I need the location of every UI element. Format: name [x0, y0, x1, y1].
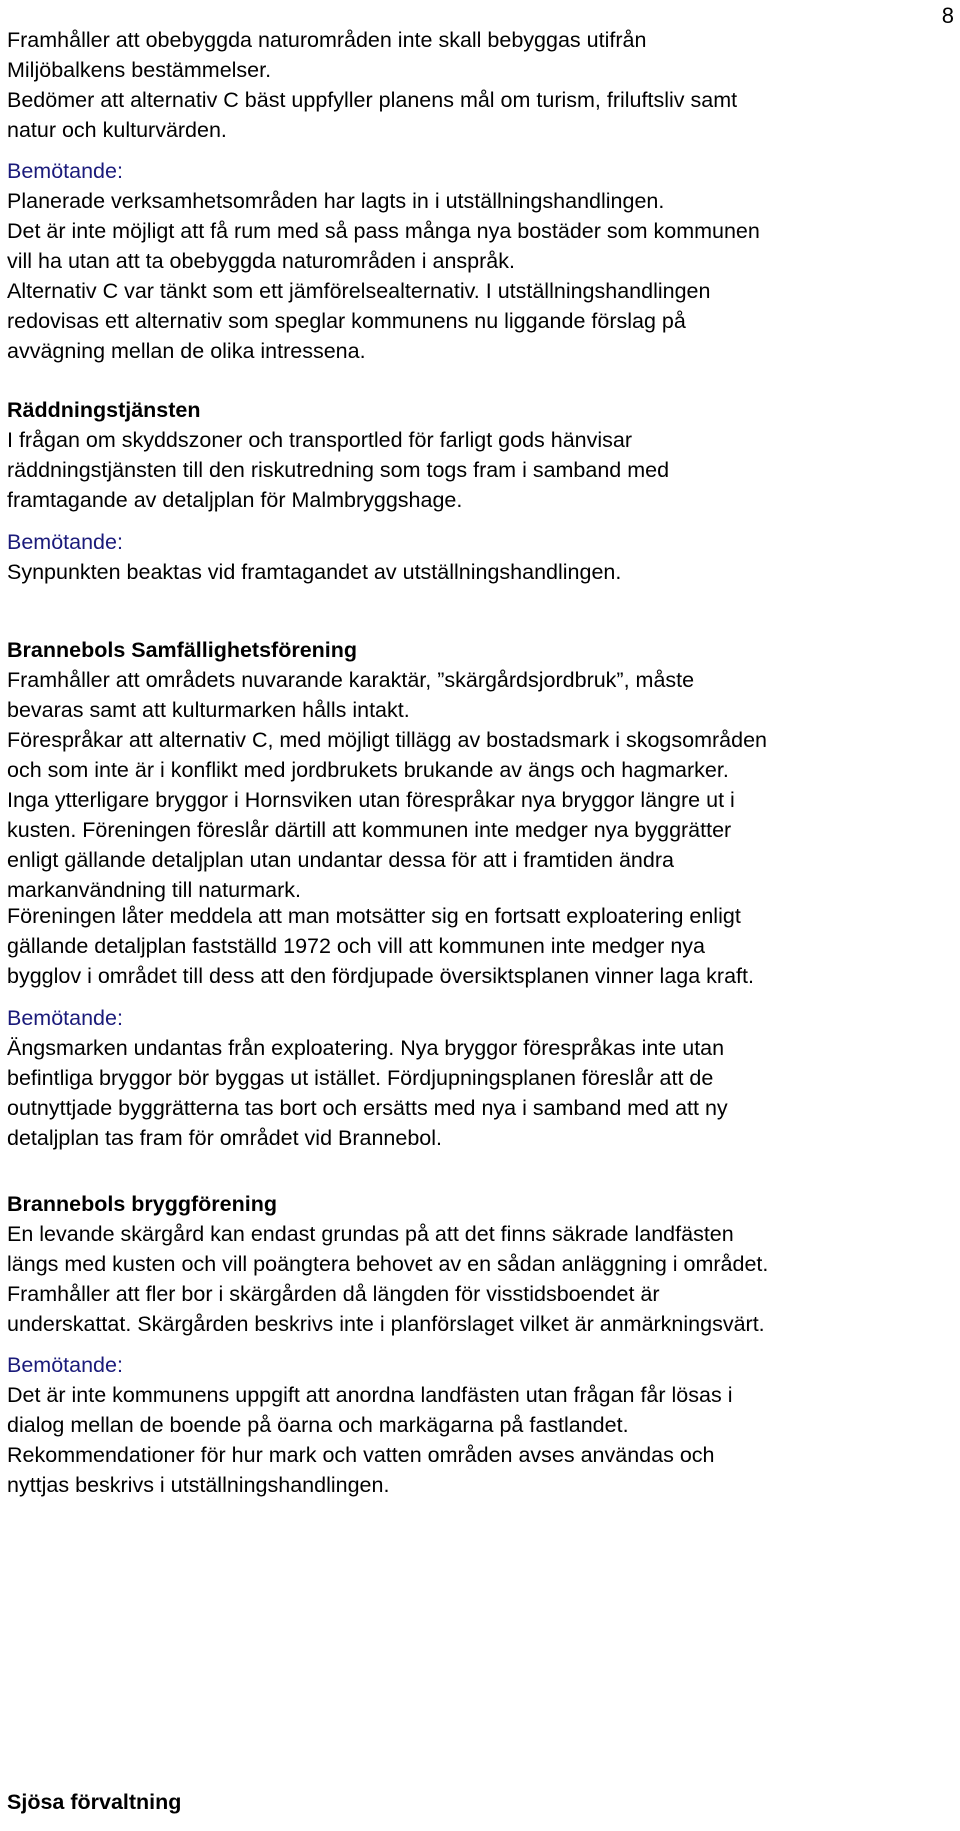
- bryggforening-response: [7, 1350, 947, 1500]
- text-line: outnyttjade byggrätterna tas bort och ersätts med nya i samband med att ny: [7, 1096, 728, 1120]
- text-line: Framhåller att fler bor i skärgården då längden för visstidsboendet är: [7, 1282, 660, 1306]
- text-line: Bedömer att alternativ C bäst uppfyller planens mål om turism, friluftsliv samt: [7, 88, 738, 112]
- text-line: bygglov i området till dess att den fördjupade översiktsplanen vinner laga kraft.: [7, 964, 754, 988]
- bryggforening-comment: [7, 1189, 947, 1339]
- text-line: detaljplan tas fram för området vid Brannebol.: [7, 1126, 443, 1150]
- text-line: Det är inte kommunens uppgift att anordna landfästen utan frågan får lösas i: [7, 1383, 733, 1407]
- text-line: bevaras samt att kulturmarken hålls intakt.: [7, 698, 410, 722]
- text-line: En levande skärgård kan endast grundas på att det finns säkrade landfästen: [7, 1222, 734, 1246]
- samfallighetsforening-response: [7, 1003, 947, 1153]
- section-heading: Räddningstjänsten: [7, 398, 201, 422]
- text-line: avvägning mellan de olika intressena.: [7, 339, 366, 363]
- text-line: redovisas ett alternativ som speglar kommunens nu liggande förslag på: [7, 309, 686, 333]
- raddningstjansten-response: [7, 527, 947, 587]
- text-line: räddningstjänsten till den riskutredning som togs fram i samband med: [7, 458, 670, 482]
- response-label: Bemötande:: [7, 1006, 123, 1030]
- text-line: nyttjas beskrivs i utställningshandlingen.: [7, 1473, 390, 1497]
- samfallighetsforening-comment-2: [7, 901, 947, 991]
- page-number: 8: [941, 3, 954, 28]
- text-line: Inga ytterligare bryggor i Hornsviken utan förespråkar nya bryggor längre ut i: [7, 788, 735, 812]
- raddningstjansten-comment: [7, 395, 947, 515]
- intro-comment: [7, 25, 947, 145]
- text-line: Framhåller att obebyggda naturområden inte skall bebyggas utifrån: [7, 28, 647, 52]
- text-line: Miljöbalkens bestämmelser.: [7, 58, 272, 82]
- text-line: befintliga bryggor bör byggas ut istället. Fördjupningsplanen föreslår att de: [7, 1066, 714, 1090]
- text-line: Alternativ C var tänkt som ett jämförelsealternativ. I utställningshandlingen: [7, 279, 711, 303]
- text-line: gällande detaljplan fastställd 1972 och vill att kommunen inte medger nya: [7, 934, 705, 958]
- intro-response: [7, 156, 947, 366]
- text-line: Rekommendationer för hur mark och vatten områden avses användas och: [7, 1443, 715, 1467]
- sjosa-section: [7, 1787, 947, 1817]
- section-heading: Brannebols bryggförening: [7, 1192, 277, 1216]
- text-line: I frågan om skyddszoner och transportled för farligt gods hänvisar: [7, 428, 633, 452]
- text-line: och som inte är i konflikt med jordbrukets brukande av ängs och hagmarker.: [7, 758, 729, 782]
- text-line: markanvändning till naturmark.: [7, 878, 301, 902]
- text-line: Förespråkar att alternativ C, med möjligt tillägg av bostadsmark i skogsområden: [7, 728, 767, 752]
- text-line: Planerade verksamhetsområden har lagts in i utställningshandlingen.: [7, 189, 665, 213]
- section-heading: Brannebols Samfällighetsförening: [7, 638, 358, 662]
- text-line: kusten. Föreningen föreslår därtill att kommunen inte medger nya byggrätter: [7, 818, 732, 842]
- text-line: längs med kusten och vill poängtera behovet av en sådan anläggning i området.: [7, 1252, 769, 1276]
- text-line: Det är inte möjligt att få rum med så pass många nya bostäder som kommunen: [7, 219, 760, 243]
- response-label: Bemötande:: [7, 530, 123, 554]
- text-line: enligt gällande detaljplan utan undantar dessa för att i framtiden ändra: [7, 848, 674, 872]
- response-label: Bemötande:: [7, 1353, 123, 1377]
- text-line: vill ha utan att ta obebyggda naturområden i anspråk.: [7, 249, 515, 273]
- text-line: Föreningen låter meddela att man motsätter sig en fortsatt exploatering enligt: [7, 904, 741, 928]
- text-line: Framhåller att områdets nuvarande karaktär, ”skärgårdsjordbruk”, måste: [7, 668, 695, 692]
- text-line: underskattat. Skärgården beskrivs inte i planförslaget vilket är anmärkningsvärt.: [7, 1312, 765, 1336]
- response-label: Bemötande:: [7, 159, 123, 183]
- text-line: Ängsmarken undantas från exploatering. Nya bryggor förespråkas inte utan: [7, 1036, 725, 1060]
- text-line: framtagande av detaljplan för Malmbryggshage.: [7, 488, 463, 512]
- text-line: dialog mellan de boende på öarna och markägarna på fastlandet.: [7, 1413, 629, 1437]
- text-line: natur och kulturvärden.: [7, 118, 227, 142]
- section-heading: Sjösa förvaltning: [7, 1790, 182, 1814]
- text-line: Synpunkten beaktas vid framtagandet av utställningshandlingen.: [7, 560, 622, 584]
- samfallighetsforening-comment: [7, 635, 947, 905]
